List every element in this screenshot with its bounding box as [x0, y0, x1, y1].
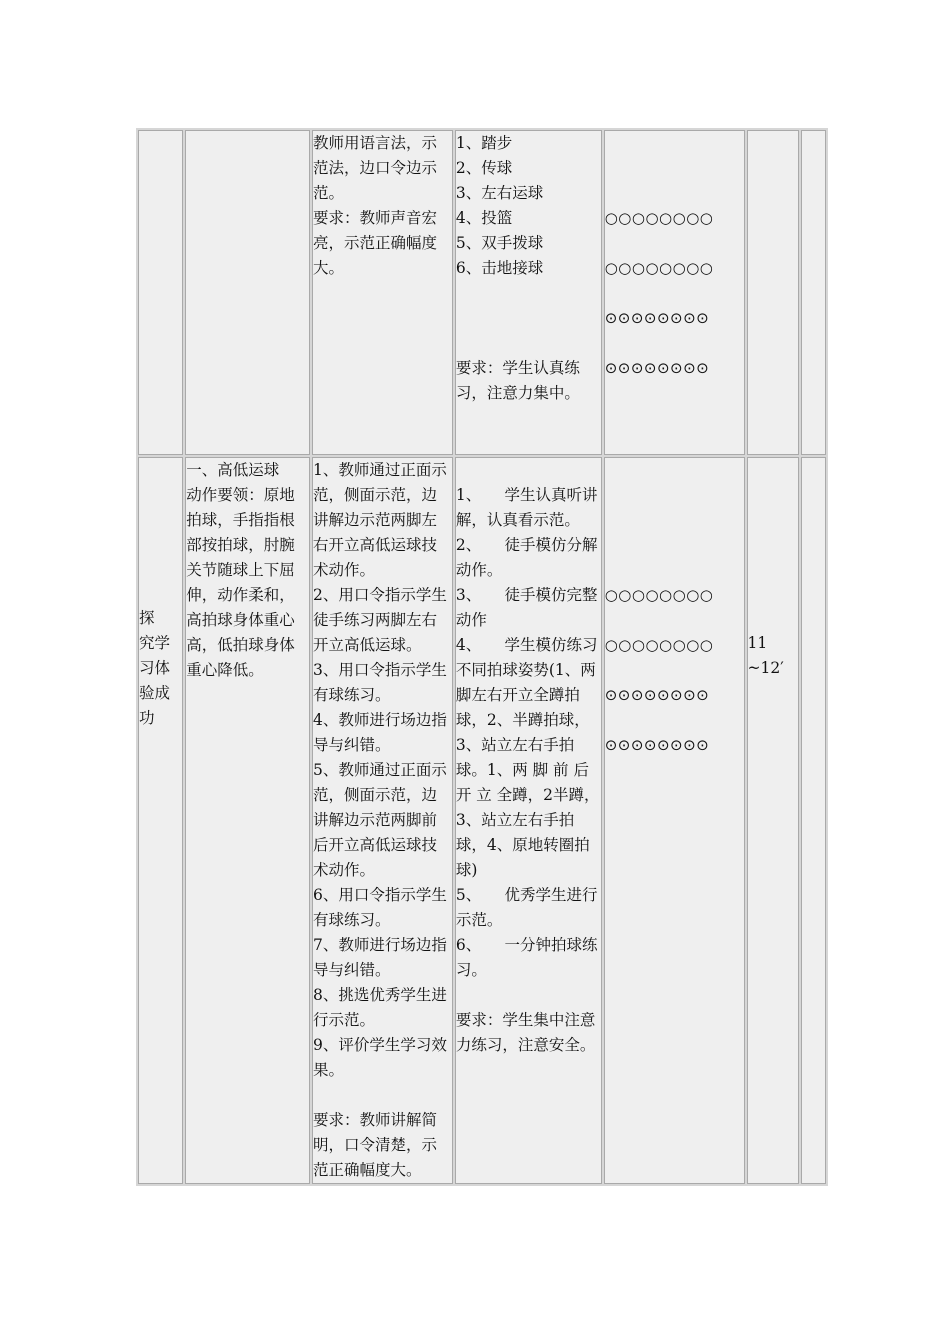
formation-cell — [604, 130, 745, 455]
student-activity-cell — [455, 130, 602, 455]
formation-diagram: ○○○○○○○○ ○○○○○○○○ ⊙⊙⊙⊙⊙⊙⊙⊙ ⊙⊙⊙⊙⊙⊙⊙⊙ — [604, 586, 714, 754]
table-row — [138, 457, 826, 1184]
teacher-activity-cell — [312, 130, 453, 455]
lesson-plan-table — [136, 128, 828, 1186]
time-cell — [747, 130, 799, 455]
intensity-cell — [801, 130, 826, 455]
stage-cell — [138, 130, 183, 455]
table-row — [138, 130, 826, 455]
intensity-cell — [801, 457, 826, 1184]
student-activity-text: 1、 学生认真听讲解，认真看示范。 2、 徒手模仿分解动作。 3、 徒手模仿完整动作 4、 学生模仿练习不同拍球姿势(1、两脚左右开立全蹲拍球，2、半蹲拍球，3、站立左右手拍球。1、两 脚 前 后 开 立 全蹲，2半蹲，3、站立左右手拍球，4、原地转圈拍球) 5、 优秀学生进行示范。 6、 一分钟拍球练习。 要求：学生集中注意力练习，注意安全。 — [455, 486, 600, 1054]
formation-cell — [604, 457, 745, 1184]
time-text: 11 ~12′ — [747, 634, 784, 677]
content-cell — [185, 130, 310, 455]
teacher-activity-text: 教师用语言法，示范法，边口令边示范。 要求：教师声音宏亮，示范正确幅度大。 — [313, 134, 438, 277]
student-activity-text: 1、踏步 2、传球 3、左右运球 4、投篮 5、双手拨球 6、击地接球 要求：学生认真练习，注意力集中。 — [455, 134, 580, 402]
stage-cell — [138, 457, 186, 1184]
student-activity-cell — [455, 457, 602, 1184]
teacher-activity-text: 1、教师通过正面示范，侧面示范，边讲解边示范两脚左右开立高低运球技术动作。 2、用口令指示学生徒手练习两脚左右开立高低运球。 3、用口令指示学生有球练习。 4、教师进行场边指导与纠错。 5、教师通过正面示范，侧面示范，边讲解边示范两脚前后开立高低运球技术动作。 6、用口令指示学生有球练习。 7、教师进行场边指导与纠错。 8、挑选优秀学生进行示范。 9、评价学生学习效果。 要求：教师讲解简明，口令清楚，示范正确幅度大。 — [313, 461, 447, 1179]
time-cell — [747, 457, 799, 1184]
content-text: 一、高低运球 动作要领：原地拍球，手指指根部按拍球，肘腕关节随球上下屈伸，动作柔和，高拍球身体重心高，低拍球身体重心降低。 — [186, 461, 295, 679]
teacher-activity-cell — [312, 457, 453, 1184]
stage-label: 探 究学 习体 验成功 — [139, 609, 186, 727]
formation-diagram: ○○○○○○○○ ○○○○○○○○ ⊙⊙⊙⊙⊙⊙⊙⊙ ⊙⊙⊙⊙⊙⊙⊙⊙ — [604, 209, 714, 377]
content-cell — [185, 457, 310, 1184]
